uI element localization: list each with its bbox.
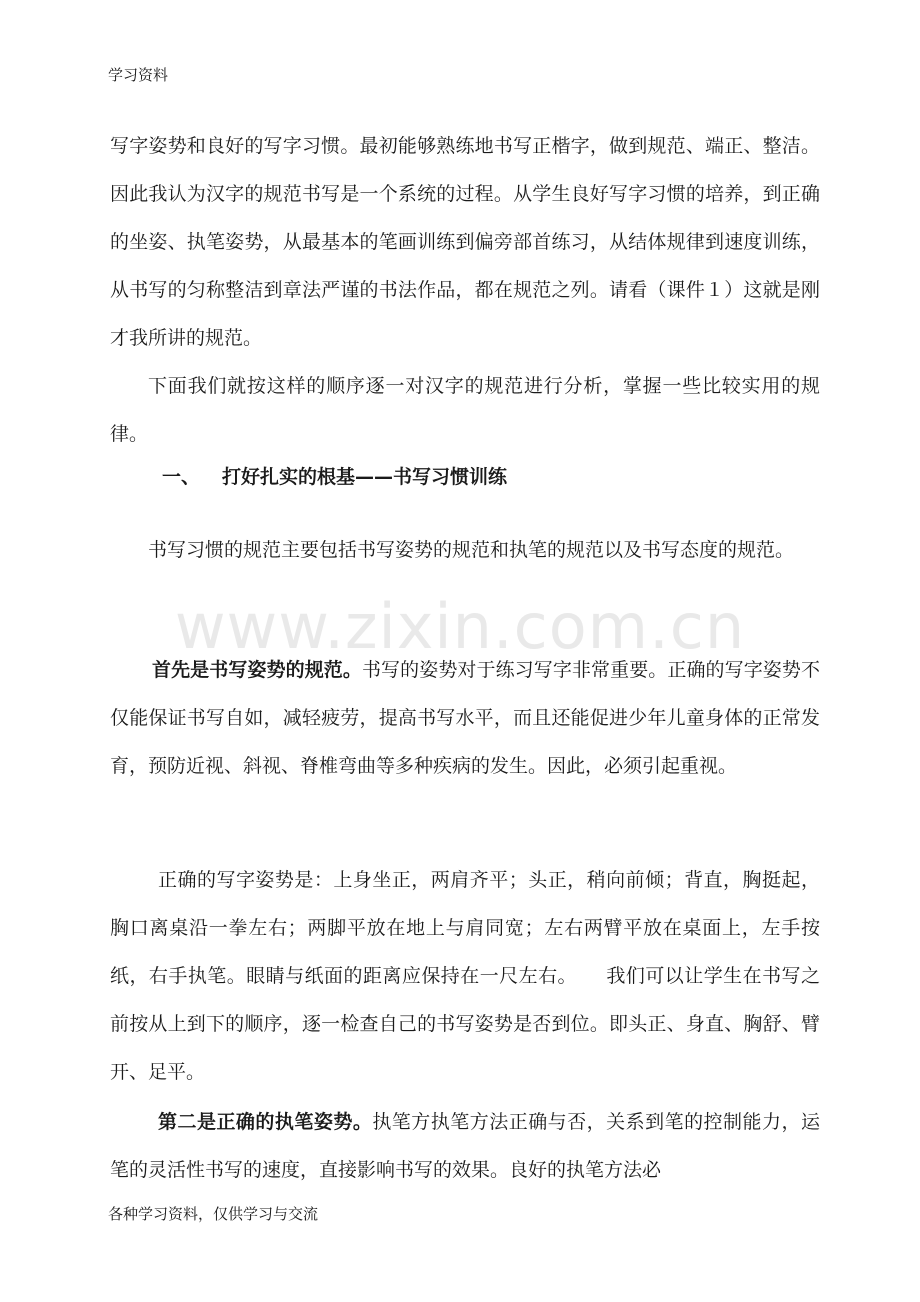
- paragraph-pen-grip: [110, 1098, 820, 1194]
- paragraph-habits: 书写习惯的规范主要包括书写姿势的规范和执笔的规范以及书写态度的规范。: [148, 539, 795, 561]
- paragraph-order: 下面我们就按这样的顺序逐一对汉字的规范进行分析，掌握一些比较实用的规律。: [110, 375, 820, 445]
- pen-grip-lead: 第二是正确的执笔姿势。: [158, 1111, 373, 1133]
- section-number: 一、: [162, 466, 201, 488]
- paragraph-posture: [110, 646, 820, 790]
- section-heading: [162, 462, 507, 489]
- watermark: www.zixin.com.cn: [174, 590, 746, 663]
- paragraph-correct-posture: 正确的写字姿势是：上身坐正，两肩齐平；头正，稍向前倾；背直，胸挺起，胸口离桌沿一拳左右；两脚平放在地上与肩同宽；左右两臂平放在桌面上，左手按纸，右手执笔。眼睛与纸面的距离应保持在一尺左右。 我们可以让学生在书写之前按从上到下的顺序，逐一检查自己的书写姿势是否到位。即头正、身直、胸舒、臂开、足平。: [110, 869, 820, 1083]
- posture-lead: 首先是书写姿势的规范。: [152, 659, 362, 681]
- pen-grip-body: 执笔方执笔方法正确与否，关系到笔的控制能力，运笔的灵活性书写的速度，直接影响书写的效果。良好的执笔方法必: [110, 1111, 820, 1181]
- page-header: 学习资料: [108, 66, 169, 84]
- paragraph-intro: 写字姿势和良好的写字习惯。最初能够熟练地书写正楷字，做到规范、端正、整洁。因此我认为汉字的规范书写是一个系统的过程。从学生良好写字习惯的培养，到正确的坐姿、执笔姿势，从最基本的笔画训练到偏旁部首练习，从结体规律到速度训练，从书写的匀称整洁到章法严谨的书法作品，都在规范之列。请看（课件１）这就是刚才我所讲的规范。: [110, 135, 820, 349]
- section-title: 打好扎实的根基——书写习惯训练: [222, 466, 508, 488]
- page-footer: 各种学习资料，仅供学习与交流: [108, 1205, 319, 1223]
- posture-body: 书写的姿势对于练习写字非常重要。正确的写字姿势不仅能保证书写自如，减轻疲劳，提高书写水平，而且还能促进少年儿童身体的正常发育，预防近视、斜视、脊椎弯曲等多种疾病的发生。因此，必须引起重视。: [110, 659, 820, 777]
